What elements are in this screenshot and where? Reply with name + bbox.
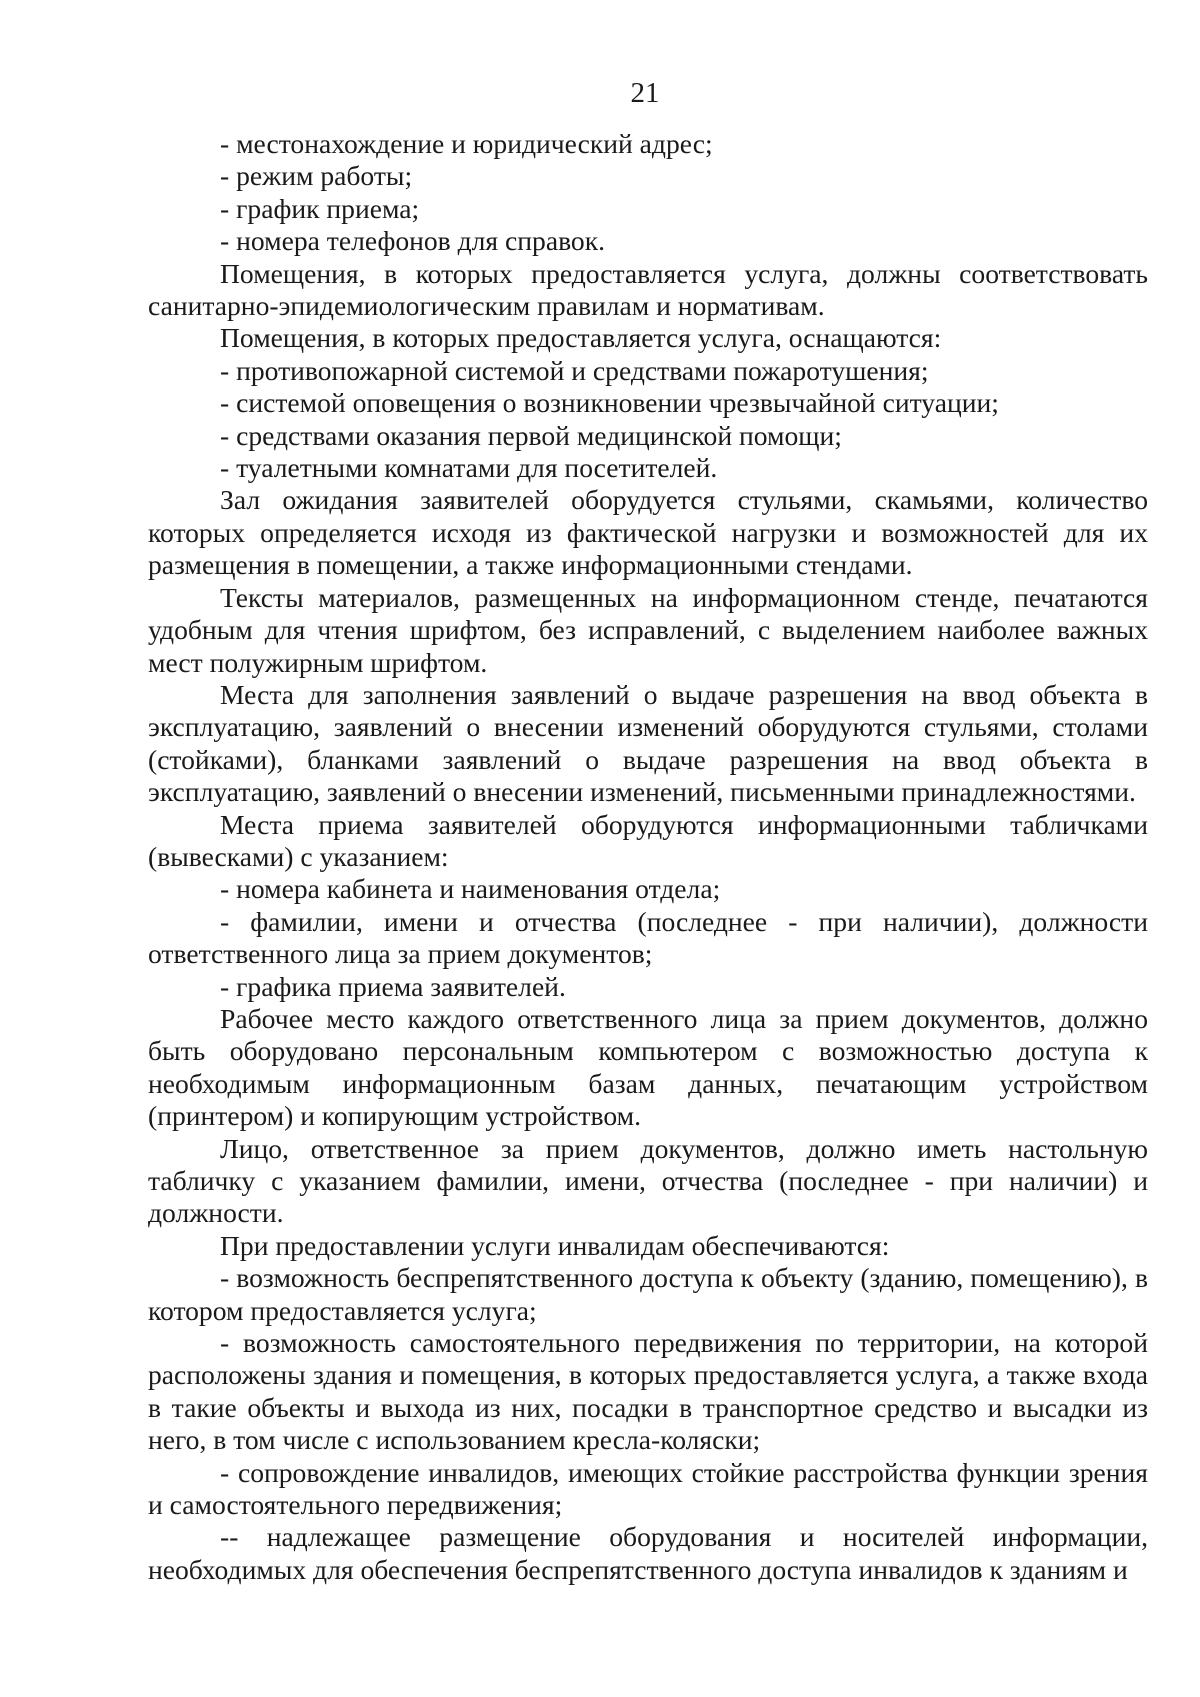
list-item-alert-system: - системой оповещения о возникновении чрезвычайной ситуации;: [220, 387, 999, 419]
list-item-responsible-name: - фамилии, имени и отчества (последнее - при наличии), должности ответственного лица за прием документов;: [148, 905, 1148, 970]
list-item-toilets: - туалетными комнатами для посетителей.: [220, 452, 718, 484]
paragraph-info-stand-texts: Тексты материалов, размещенных на информационном стенде, печатаются удобным для чтения шрифтом, без исправлений, с выделением наиболее важных мест полужирным шрифтом.: [148, 581, 1148, 678]
list-item-reception-graph: - графика приема заявителей.: [220, 970, 566, 1002]
list-item-barrier-free-access: - возможность беспрепятственного доступа к объекту (зданию, помещению), в котором предоставляется услуга;: [148, 1262, 1148, 1326]
list-item-equipment-placement: -- надлежащее размещение оборудования и носителей информации, необходимых для обеспечения беспрепятственного доступа инвалидов к зданиям и: [148, 1521, 1148, 1585]
paragraph-application-places: Места для заполнения заявлений о выдаче разрешения на ввод объекта в эксплуатацию, заявлений о внесении изменений оборудуются стульями, столами (стойками), бланками заявлений о выдаче разрешения на ввод объекта в эксплуатацию, заявлений о внесении изменений, письменными принадлежностями.: [148, 678, 1148, 808]
paragraph-reception-places: Места приема заявителей оборудуются информационными табличками (вывесками) с указанием:: [148, 808, 1148, 872]
list-item-fire-system: - противопожарной системой и средствами пожаротушения;: [220, 354, 929, 386]
list-item-phone-numbers: - номера телефонов для справок.: [220, 225, 606, 257]
paragraph-premises-sanitary: Помещения, в которых предоставляется услуга, должны соответствовать санитарно-эпидемиологическим правилам и нормативам.: [148, 257, 1148, 322]
list-item-location: - местонахождение и юридический адрес;: [220, 128, 713, 159]
list-item-work-mode: - режим работы;: [220, 160, 413, 192]
list-item-office-number: - номера кабинета и наименования отдела;: [220, 873, 721, 905]
document-body: [148, 128, 1148, 1586]
list-item-independent-movement: - возможность самостоятельного передвижения по территории, на которой расположены здания и помещения, в которых предоставляется услуга, а также входа в такие объекты и выхода из них, посадки в транспортное средство и высадки из него, в том числе с использованием кресла-коляски;: [148, 1327, 1148, 1456]
paragraph-desk-plate: Лицо, ответственное за прием документов, должно иметь настольную табличку с указанием фамилии, имени, отчества (последнее - при наличии) и должности.: [148, 1132, 1148, 1229]
paragraph-premises-equipped: Помещения, в которых предоставляется услуга, оснащаются:: [220, 322, 942, 354]
paragraph-disabled-provisions: При предоставлении услуги инвалидам обеспечиваются:: [220, 1229, 890, 1261]
page-number: 21: [630, 77, 660, 109]
list-item-first-aid: - средствами оказания первой медицинской помощи;: [220, 419, 842, 451]
list-item-escort: - сопровождение инвалидов, имеющих стойкие расстройства функции зрения и самостоятельного передвижения;: [148, 1456, 1148, 1521]
paragraph-workplace: Рабочее место каждого ответственного лица за прием документов, должно быть оборудовано персональным компьютером с возможностью доступа к необходимым информационным базам данных, печатающим устройством (принтером) и копирующим устройством.: [148, 1002, 1148, 1132]
paragraph-waiting-hall: Зал ожидания заявителей оборудуется стульями, скамьями, количество которых определяется исходя из фактической нагрузки и возможностей для их размещения в помещении, а также информационными стендами.: [148, 484, 1148, 581]
list-item-reception-schedule: - график приема;: [220, 192, 420, 224]
